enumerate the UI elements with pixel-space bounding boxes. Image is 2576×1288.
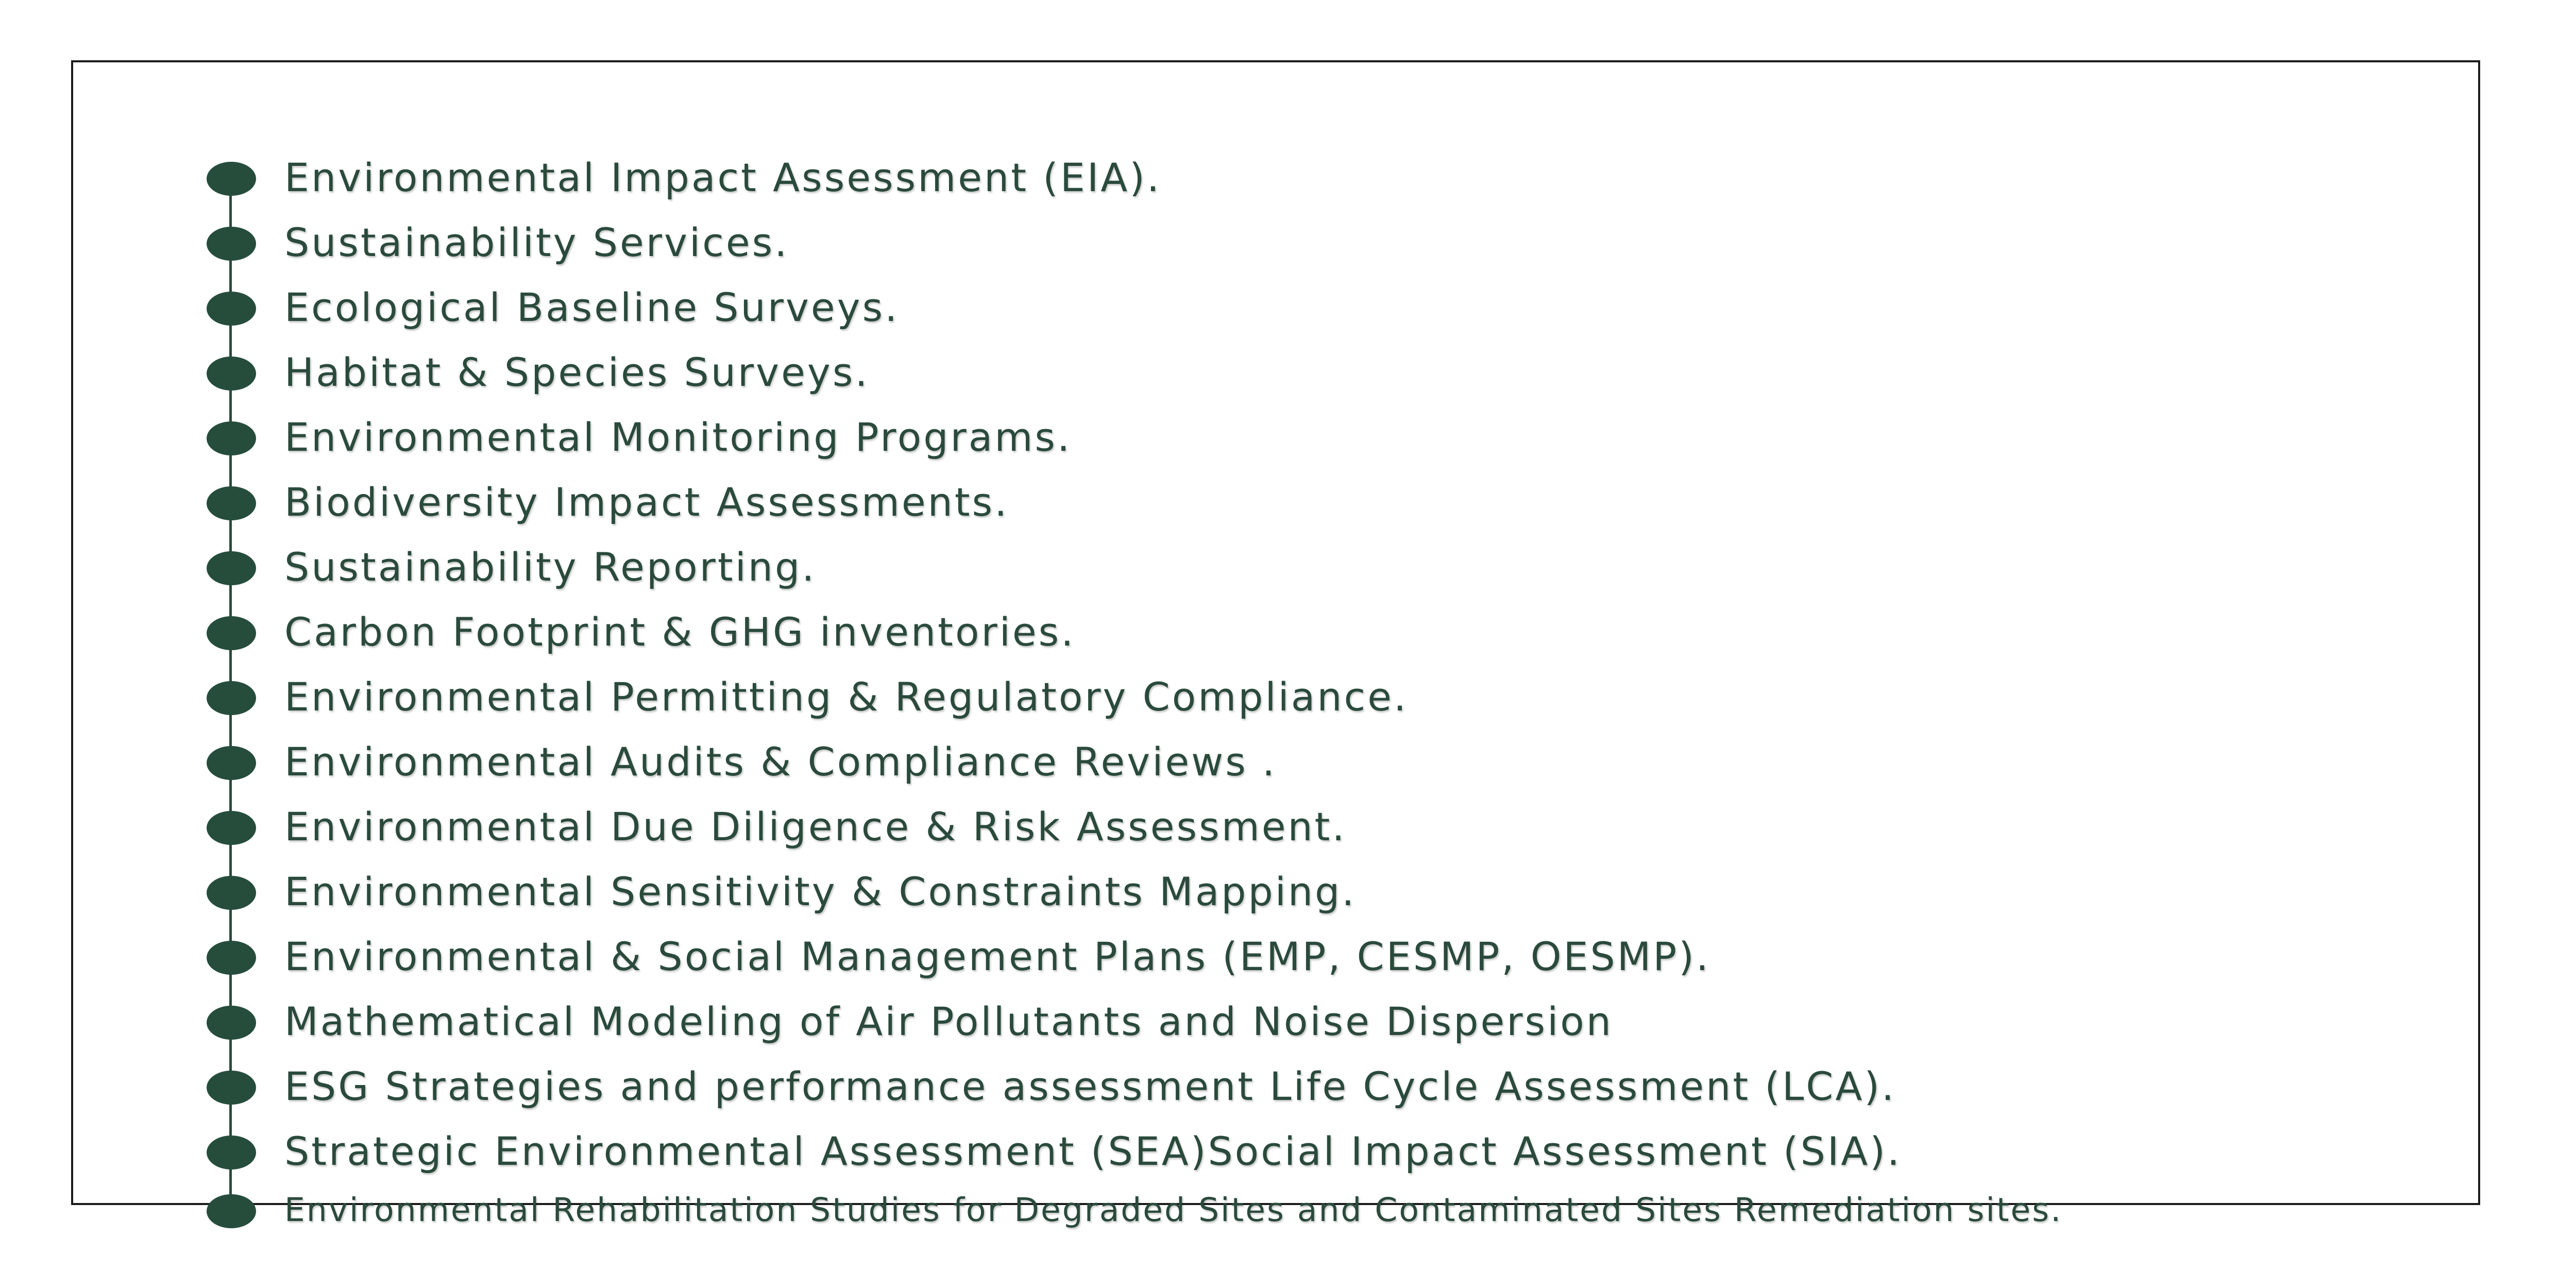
service-label: Ecological Baseline Surveys.: [284, 284, 900, 330]
list-item: [73, 275, 2482, 340]
list-item: [73, 794, 2482, 859]
list-item: [73, 730, 2482, 794]
service-label: Strategic Environmental Assessment (SEA)Social Impact Assessment (SIA).: [284, 1128, 1902, 1174]
list-item: [73, 145, 2482, 210]
services-list-box: [71, 60, 2480, 1229]
list-item: [73, 665, 2482, 730]
bullet-dot-icon: [207, 486, 256, 520]
list-item: [73, 1178, 2482, 1243]
service-label: Sustainability Reporting.: [284, 544, 817, 590]
bullet-dot-icon: [207, 681, 256, 715]
service-label: Environmental Permitting & Regulatory Compliance.: [284, 674, 1409, 720]
list-item: [73, 989, 2482, 1054]
bullet-dot-icon: [207, 1006, 256, 1040]
bullet-dot-icon: [207, 811, 256, 845]
list-item: [73, 210, 2482, 275]
service-label: ESG Strategies and performance assessment Life Cycle Assessment (LCA).: [284, 1063, 1896, 1109]
list-item: [73, 859, 2482, 924]
bullet-dot-icon: [207, 421, 256, 455]
list-item: [73, 600, 2482, 665]
bullet-dot-icon: [207, 292, 256, 326]
list-item: [73, 535, 2482, 600]
bullet-dot-icon: [207, 876, 256, 910]
service-label: Habitat & Species Surveys.: [284, 349, 870, 395]
service-label: Sustainability Services.: [284, 219, 789, 265]
service-label: Mathematical Modeling of Air Pollutants and Noise Dispersion: [284, 998, 1613, 1044]
service-label: Environmental Due Diligence & Risk Assessment.: [284, 804, 1347, 850]
service-label: Carbon Footprint & GHG inventories.: [284, 609, 1076, 655]
bullet-dot-icon: [207, 941, 256, 975]
service-label: Environmental Monitoring Programs.: [284, 414, 1072, 460]
bullet-dot-icon: [207, 227, 256, 261]
bullet-dot-icon: [207, 1136, 256, 1170]
bullet-dot-icon: [207, 162, 256, 196]
list-item: [73, 1054, 2482, 1119]
list-item: [73, 470, 2482, 535]
list-item: [73, 924, 2482, 989]
bullet-dot-icon: [207, 551, 256, 585]
bullet-dot-icon: [207, 746, 256, 780]
bullet-dot-icon: [207, 616, 256, 650]
service-label: Environmental Sensitivity & Constraints Mapping.: [284, 869, 1357, 914]
bullet-dot-icon: [207, 357, 256, 391]
list-item: [73, 1119, 2482, 1184]
service-label: Environmental & Social Management Plans (EMP, CESMP, OESMP).: [284, 934, 1711, 979]
bullet-dot-icon: [207, 1071, 256, 1105]
list-item: [73, 340, 2482, 405]
service-label: Environmental Audits & Compliance Reviews .: [284, 739, 1277, 785]
service-label: Biodiversity Impact Assessments.: [284, 479, 1009, 525]
service-label: Environmental Impact Assessment (EIA).: [284, 155, 1162, 200]
bullet-dot-icon: [207, 1194, 256, 1228]
service-label: Environmental Rehabilitation Studies for Degraded Sites and Contaminated Sites Remediation sites.: [284, 1191, 2063, 1229]
list-item: [73, 405, 2482, 470]
